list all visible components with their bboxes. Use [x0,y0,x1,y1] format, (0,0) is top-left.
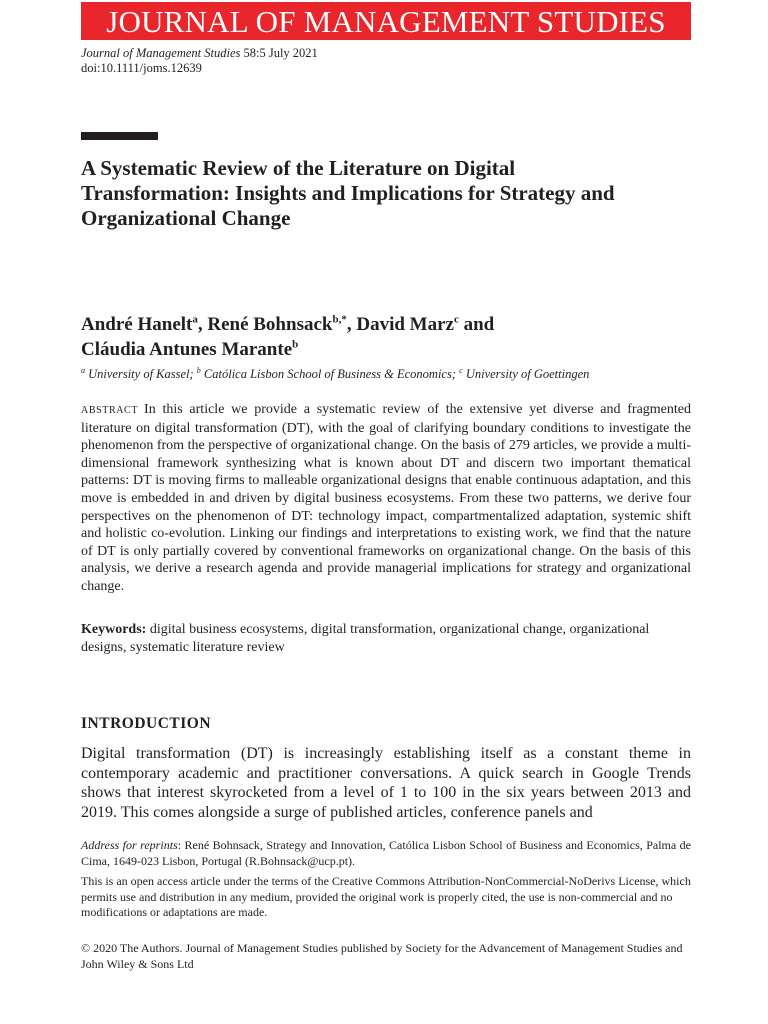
affiliations [81,366,701,382]
author-affil-mark: a [192,313,198,326]
copyright-notice: © 2020 The Authors. Journal of Management Studies published by Society for the Advancement of Management Studies and John Wiley & Sons Ltd [81,941,683,971]
affil-mark: a [81,365,85,375]
author-separator: , [346,314,357,335]
keywords-label: Keywords: [81,622,147,637]
article-title: A Systematic Review of the Literature on Digital Transformation: Insights and Implications for Strategy and Organizational Change [81,156,615,230]
journal-name: Journal of Management Studies [81,46,241,60]
keywords-text: digital business ecosystems, digital transformation, organizational change, organizational designs, systematic literature review [81,622,650,655]
doi: doi:10.1111/joms.12639 [81,61,202,75]
issue-info: 58:5 July 2021 [240,46,318,60]
license-notice: This is an open access article under the terms of the Creative Commons Attribution-NonCommercial-NoDerivs License, which permits use and distribution in any medium, provided the original work is properly cited, the use is non-commercial and no modifications or adaptations are made. [81,874,691,919]
author-name: Cláudia Antunes Marante [81,339,293,360]
abstract-label: ABSTRACT [81,405,139,416]
affil-text: Católica Lisbon School of Business & Economics; [200,367,460,381]
abstract-text: In this article we provide a systematic review of the extensive yet diverse and fragmented literature on digital transformation (DT), with the goal of clarifying boundary conditions to investigate the phenomenon from the perspective of organizational change. On the basis of 279 articles, we provide a multi-dimensional framework synthesizing what is known about DT and discern two important thematical patterns: DT is moving firms to malleable organizational designs that enable continuous adaptation, and this move is embedded in and driven by digital business ecosystems. From these two patterns, we derive four perspectives on the phenomenon of DT: technology impact, compartmentalized adaptation, systemic shift and holistic co-evolution. Linking our findings and interpretations to existing work, we find that the nature of DT is only partially covered by conventional frameworks on organizational change. On the basis of this analysis, we derive a research agenda and provide managerial implications for strategy and organizational change. [81,402,691,594]
citation-meta [81,46,318,76]
reprint-address [81,838,691,869]
keywords [81,621,691,656]
abstract [81,401,691,596]
affil-text: University of Goettingen [462,367,590,381]
affil-mark: b [196,365,201,375]
author-name: David Marz [356,314,454,335]
author-list [81,312,681,362]
author-name: André Hanelt [81,314,193,335]
author-separator: and [458,314,495,335]
title-rule [81,132,158,140]
author-separator: , [197,314,208,335]
affil-mark: c [459,365,463,375]
section-heading: INTRODUCTION [81,715,212,732]
reprint-text: : René Bohnsack, Strategy and Innovation, Católica Lisbon School of Business and Economics, Palma de Cima, 1649-023 Lisbon, Portugal (R.Bohnsack@ucp.pt). [81,838,691,868]
author-affil-mark: c [453,313,459,326]
author-affil-mark: b,* [332,313,347,326]
intro-paragraph: Digital transformation (DT) is increasingly establishing itself as a constant theme in contemporary academic and practitioner conversations. A quick search in Google Trends shows that interest skyrocketed from a level of 1 to 100 in the six years between 2013 and 2019. This comes alongside a surge of published articles, conference panels and [81,745,691,821]
reprint-label: Address for reprints [81,838,178,852]
author-affil-mark: b [292,338,299,351]
affil-text: University of Kassel; [85,367,197,381]
author-name: René Bohnsack [207,314,333,335]
journal-banner: JOURNAL OF MANAGEMENT STUDIES [81,2,691,40]
